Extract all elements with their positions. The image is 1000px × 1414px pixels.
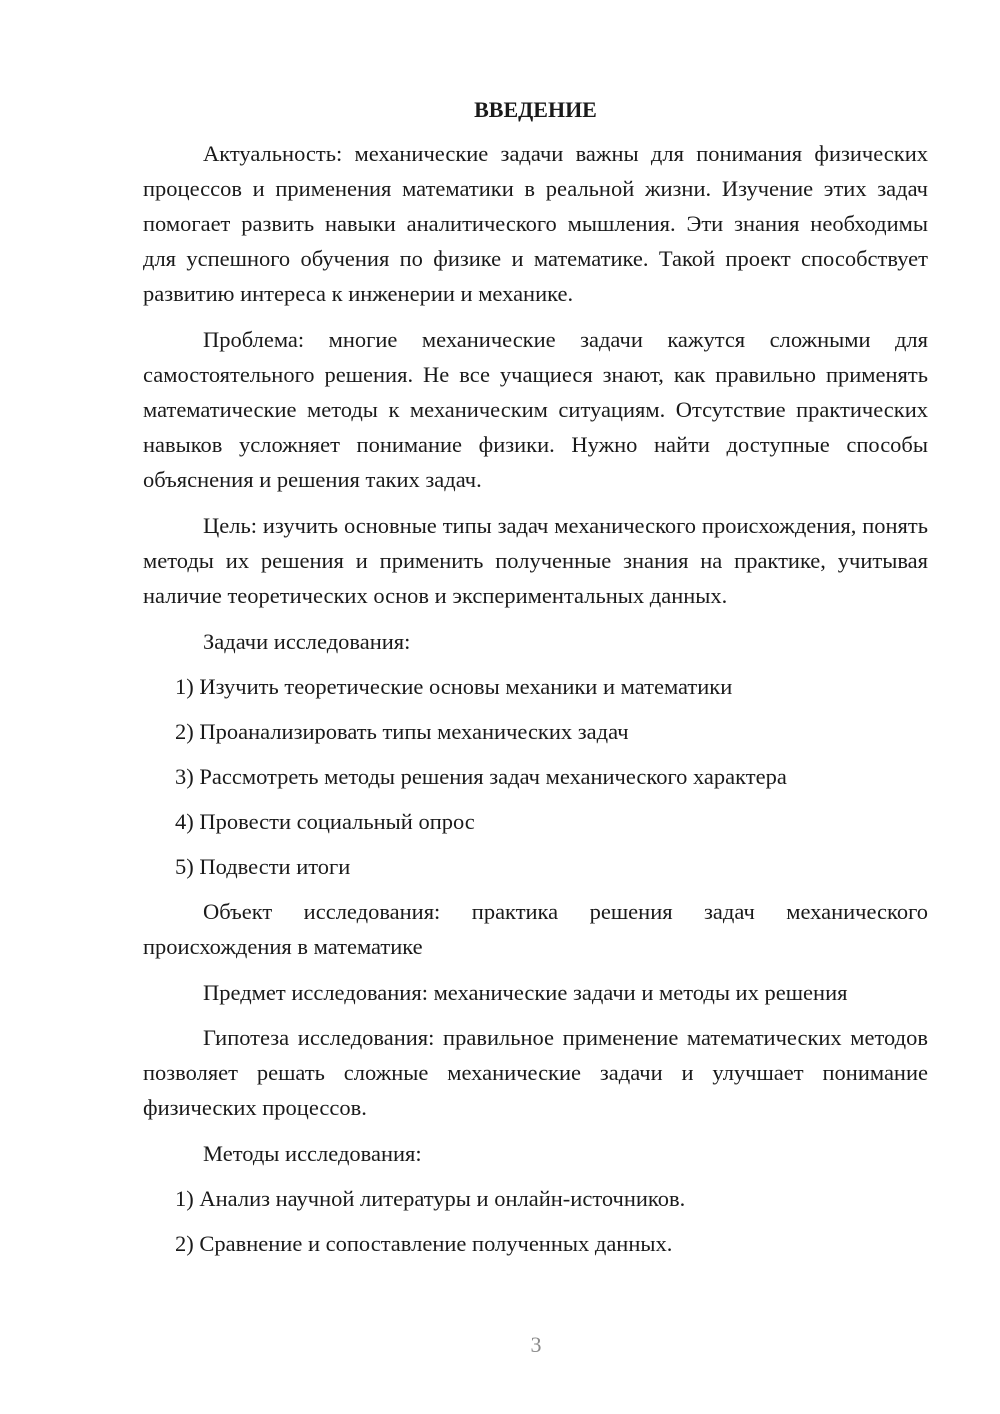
relevance-paragraph: Актуальность: механические задачи важны для понимания физических процессов и применения математики в реальной жизни. Изучение этих задач помогает развить навыки аналитического мышления. Эти знания необходимы для успешного обучения по физике и математике. Такой проект способствует развитию интереса к инженерии и механике. [143,141,928,306]
hypothesis-paragraph: Гипотеза исследования: правильное применение математических методов позволяет решать сложные механические задачи и улучшает понимание физических процессов. [143,1025,928,1120]
problem-paragraph: Проблема: многие механические задачи кажутся сложными для самостоятельного решения. Не все учащиеся знают, как правильно применять математические методы к механическим ситуациям. Отсутствие практических навыков усложняет понимание физики. Нужно найти доступные способы объяснения и решения таких задач. [143,327,928,492]
task-item: 3) Рассмотреть методы решения задач механического характера [175,764,787,789]
page-number: 3 [530,1332,542,1357]
page-content [143,94,928,1271]
method-item: 2) Сравнение и сопоставление полученных данных. [175,1231,673,1256]
methods-heading: Методы исследования: [203,1141,422,1166]
methods-list [143,1181,928,1261]
tasks-list [143,669,928,884]
task-item: 1) Изучить теоретические основы механики и математики [175,674,733,699]
task-item: 4) Провести социальный опрос [175,809,475,834]
section-title: ВВЕДЕНИЕ [474,97,597,122]
task-item: 2) Проанализировать типы механических задач [175,719,629,744]
object-paragraph: Объект исследования: практика решения задач механического происхождения в математике [143,899,928,959]
goal-paragraph: Цель: изучить основные типы задач механического происхождения, понять методы их решения и применить полученные знания на практике, учитывая наличие теоретических основ и экспериментальных данных. [143,513,928,608]
method-item: 1) Анализ научной литературы и онлайн-источников. [175,1186,686,1211]
tasks-heading: Задачи исследования: [203,629,411,654]
subject-paragraph: Предмет исследования: механические задачи и методы их решения [203,980,848,1005]
task-item: 5) Подвести итоги [175,854,351,879]
